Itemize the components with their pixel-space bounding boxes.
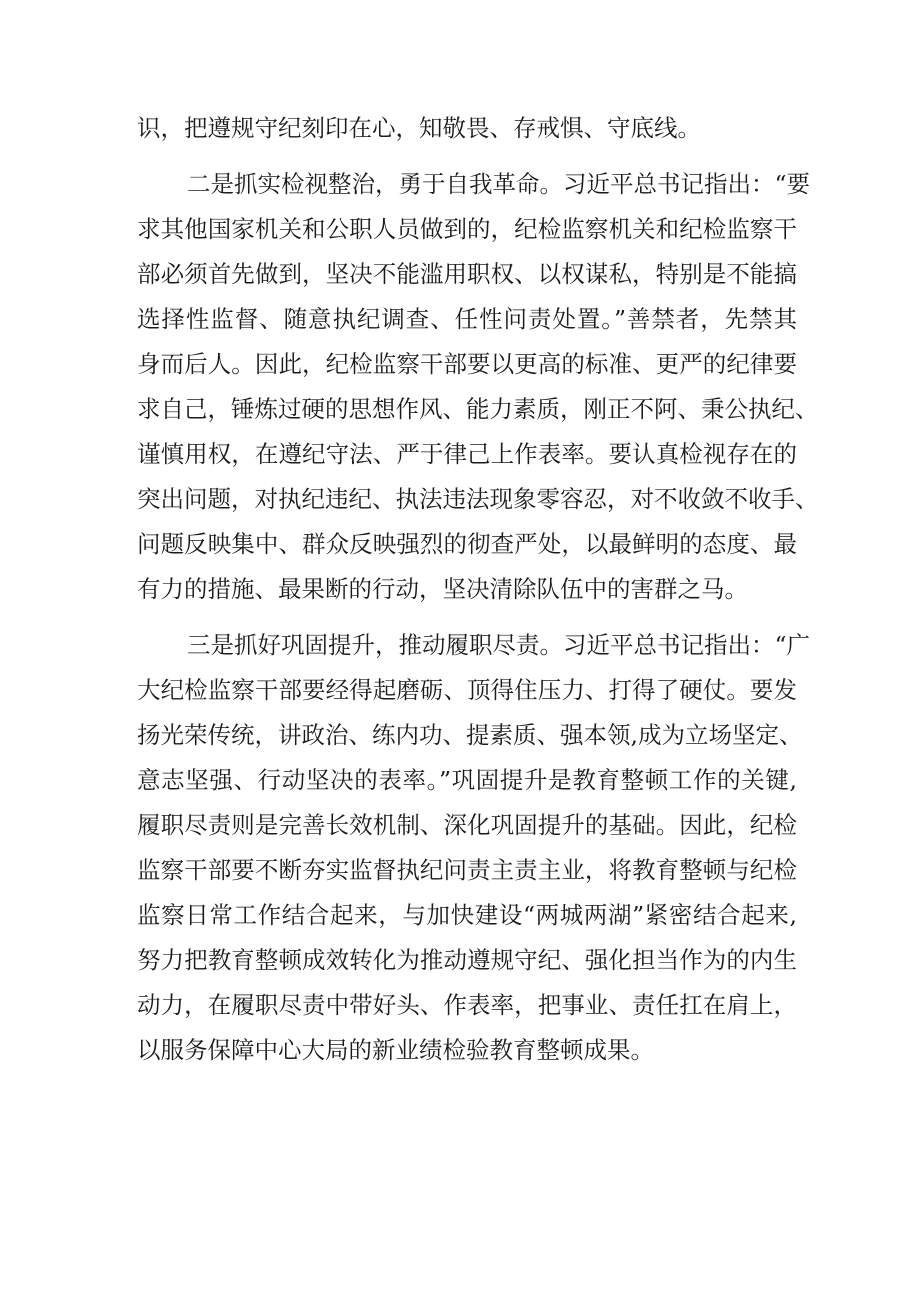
text-line-15: 意志坚强、行动坚决的表率。”巩固提升是教育整顿工作的关键, — [137, 766, 797, 794]
text-line-12: 三是抓好巩固提升，推动履职尽责。习近平总书记指出：“广 — [187, 631, 811, 659]
text-line-11: 有力的措施、最果断的行动，坚决清除队伍中的害群之马。 — [137, 575, 748, 603]
text-line-16: 履职尽责则是完善长效机制、深化巩固提升的基础。因此，纪检 — [137, 811, 797, 839]
text-line-6: 身而后人。因此，纪检监察干部要以更高的标准、更严的纪律要 — [137, 350, 797, 378]
text-line-4: 部必须首先做到，坚决不能滥用职权、以权谋私，特别是不能搞 — [137, 260, 797, 288]
text-line-21: 以服务保障中心大局的新业绩检验教育整顿成果。 — [137, 1036, 654, 1064]
text-line-18: 监察日常工作结合起来，与加快建设“两城两湖”紧密结合起来, — [137, 901, 797, 929]
text-line-5: 选择性监督、随意执纪调查、任性问责处置。”善禁者，先禁其 — [137, 305, 797, 333]
text-line-3: 求其他国家机关和公职人员做到的，纪检监察机关和纪检监察干 — [137, 215, 797, 243]
text-line-1: 识，把遵规守纪刻印在心，知敬畏、存戒惧、守底线。 — [137, 114, 701, 142]
text-line-20: 动力，在履职尽责中带好头、作表率，把事业、责任扛在肩上， — [137, 991, 797, 1019]
text-line-13: 大纪检监察干部要经得起磨砺、顶得住压力、打得了硬仗。要发 — [137, 676, 797, 704]
text-line-9: 突出问题，对执纪违纪、执法违法现象零容忍，对不收敛不收手、 — [137, 485, 819, 513]
text-line-7: 求自己，锤炼过硬的思想作风、能力素质，刚正不阿、秉公执纪、 — [137, 395, 819, 423]
text-line-2: 二是抓实检视整治，勇于自我革命。习近平总书记指出：“要 — [187, 170, 811, 198]
text-line-14: 扬光荣传统，讲政治、练内功、提素质、强本领,成为立场坚定、 — [137, 721, 803, 749]
text-line-8: 谨慎用权，在遵纪守法、严于律己上作表率。要认真检视存在的 — [137, 440, 797, 468]
text-line-10: 问题反映集中、群众反映强烈的彻查严处，以最鲜明的态度、最 — [137, 530, 797, 558]
text-line-17: 监察干部要不断夯实监督执纪问责主责主业，将教育整顿与纪检 — [137, 856, 797, 884]
text-line-19: 努力把教育整顿成效转化为推动遵规守纪、强化担当作为的内生 — [137, 946, 797, 974]
